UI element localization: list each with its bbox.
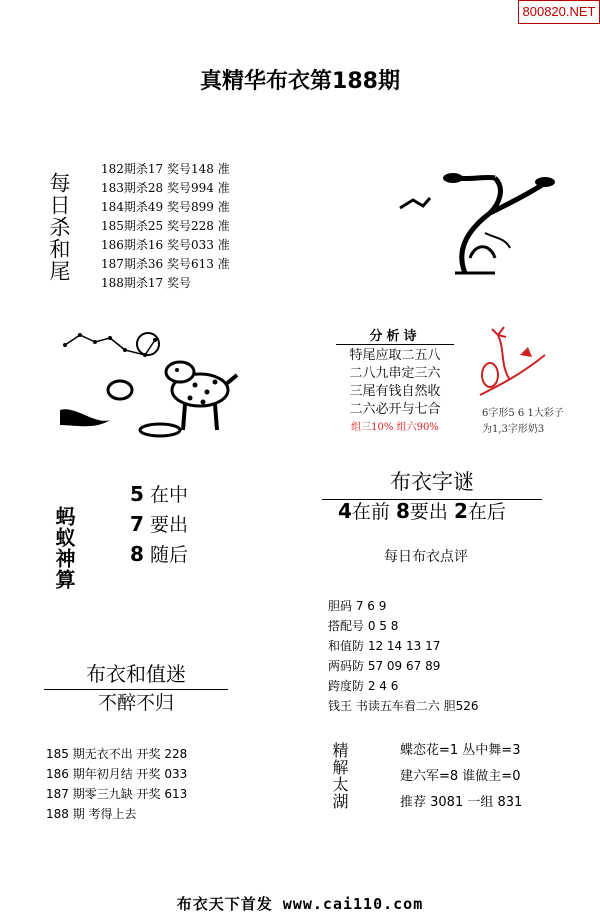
side-note-line: 为1,3字形奶3: [482, 424, 545, 435]
poem-line: 二八九串定三六: [349, 366, 441, 381]
poem-red-line: 组三10% 组六90%: [351, 422, 439, 433]
side-note: [482, 406, 564, 438]
sum-row: 186 期年初月结 开奖 033: [46, 767, 188, 781]
ant-calc-list: [130, 480, 188, 570]
sum-row: 187 期零三九缺 开奖 613: [46, 787, 188, 801]
sum-row: 188 期 考得上去: [46, 807, 137, 821]
side-note-line: 6字形5 6 1大彩子: [482, 408, 564, 419]
jing-row: 推荐 3081 一组 831: [400, 795, 523, 810]
review-row: 和值防 12 14 13 17: [328, 639, 441, 653]
jing-label: 精解太湖: [330, 742, 349, 810]
jing-list: [400, 738, 522, 816]
daily-kill-label: 每日杀和尾: [47, 172, 71, 282]
kill-row: 183期杀28 奖号994 准: [101, 181, 230, 195]
ant-num: 7: [130, 512, 144, 536]
analysis-poem: [336, 325, 454, 437]
riddle-text: 在前: [351, 501, 390, 523]
poem-line: 特尾应取二五八: [349, 348, 441, 363]
poem-heading: 分析诗: [336, 325, 454, 345]
site-badge: 800820.NET: [518, 0, 600, 24]
kill-row: 187期杀36 奖号613 准: [101, 257, 230, 271]
ant-row: [130, 510, 188, 540]
kill-row: 185期杀25 奖号228 准: [101, 219, 230, 233]
review-row: 跨度防 2 4 6: [328, 679, 399, 693]
riddle-heading: 布衣字谜: [322, 466, 542, 500]
ant-text: 要出: [149, 514, 188, 536]
riddle-num: 8: [395, 499, 410, 523]
ant-row: [130, 480, 188, 510]
footer: 布衣天下首发 www.cai110.com: [176, 895, 424, 913]
review-row: 胆码 7 6 9: [328, 599, 387, 613]
riddle-num: 4: [338, 499, 352, 523]
jing-row: 建六军=8 谁做主=0: [400, 769, 521, 784]
ant-text: 随后: [149, 544, 188, 566]
ant-calc-label: 蚂蚁神算: [52, 506, 76, 590]
daily-review-list: [328, 596, 479, 716]
poem-line: 三尾有钱自然收: [349, 384, 441, 399]
ant-row: [130, 540, 188, 570]
daily-kill-list: [101, 160, 230, 293]
kill-row: 188期杀17 奖号: [101, 276, 191, 290]
sum-row: 185 期无衣不出 开奖 228: [46, 747, 188, 761]
flower-illustration: [470, 325, 550, 405]
jing-row: 蝶恋花=1 丛中舞=3: [400, 743, 521, 758]
review-row: 搭配号 0 5 8: [328, 619, 399, 633]
daily-review-heading: 每日布衣点评: [384, 549, 468, 565]
riddle-line: [338, 497, 506, 524]
riddle-text: 要出: [409, 501, 448, 523]
ant-num: 5: [130, 482, 144, 506]
tree-branch-illustration: [395, 158, 555, 278]
review-row: 钱王 书读五车看二六 胆526: [328, 699, 479, 713]
review-row: 两码防 57 09 67 89: [328, 659, 441, 673]
riddle-text: 在后: [467, 501, 506, 523]
sum-riddle-list: [46, 744, 187, 824]
page-title: 真精华布衣第188期: [200, 69, 400, 94]
ant-text: 在中: [149, 484, 188, 506]
kill-row: 182期杀17 奖号148 准: [101, 162, 230, 176]
dog-constellation-illustration: [55, 330, 240, 445]
sum-riddle-heading: 布衣和值迷: [44, 658, 228, 690]
riddle-num: 2: [453, 499, 468, 523]
kill-row: 184期杀49 奖号899 准: [101, 200, 230, 214]
sum-riddle-subtitle: 不醉不归: [97, 692, 174, 714]
poem-line: 二六必开与七合: [349, 402, 441, 417]
kill-row: 186期杀16 奖号033 准: [101, 238, 230, 252]
ant-num: 8: [130, 542, 144, 566]
